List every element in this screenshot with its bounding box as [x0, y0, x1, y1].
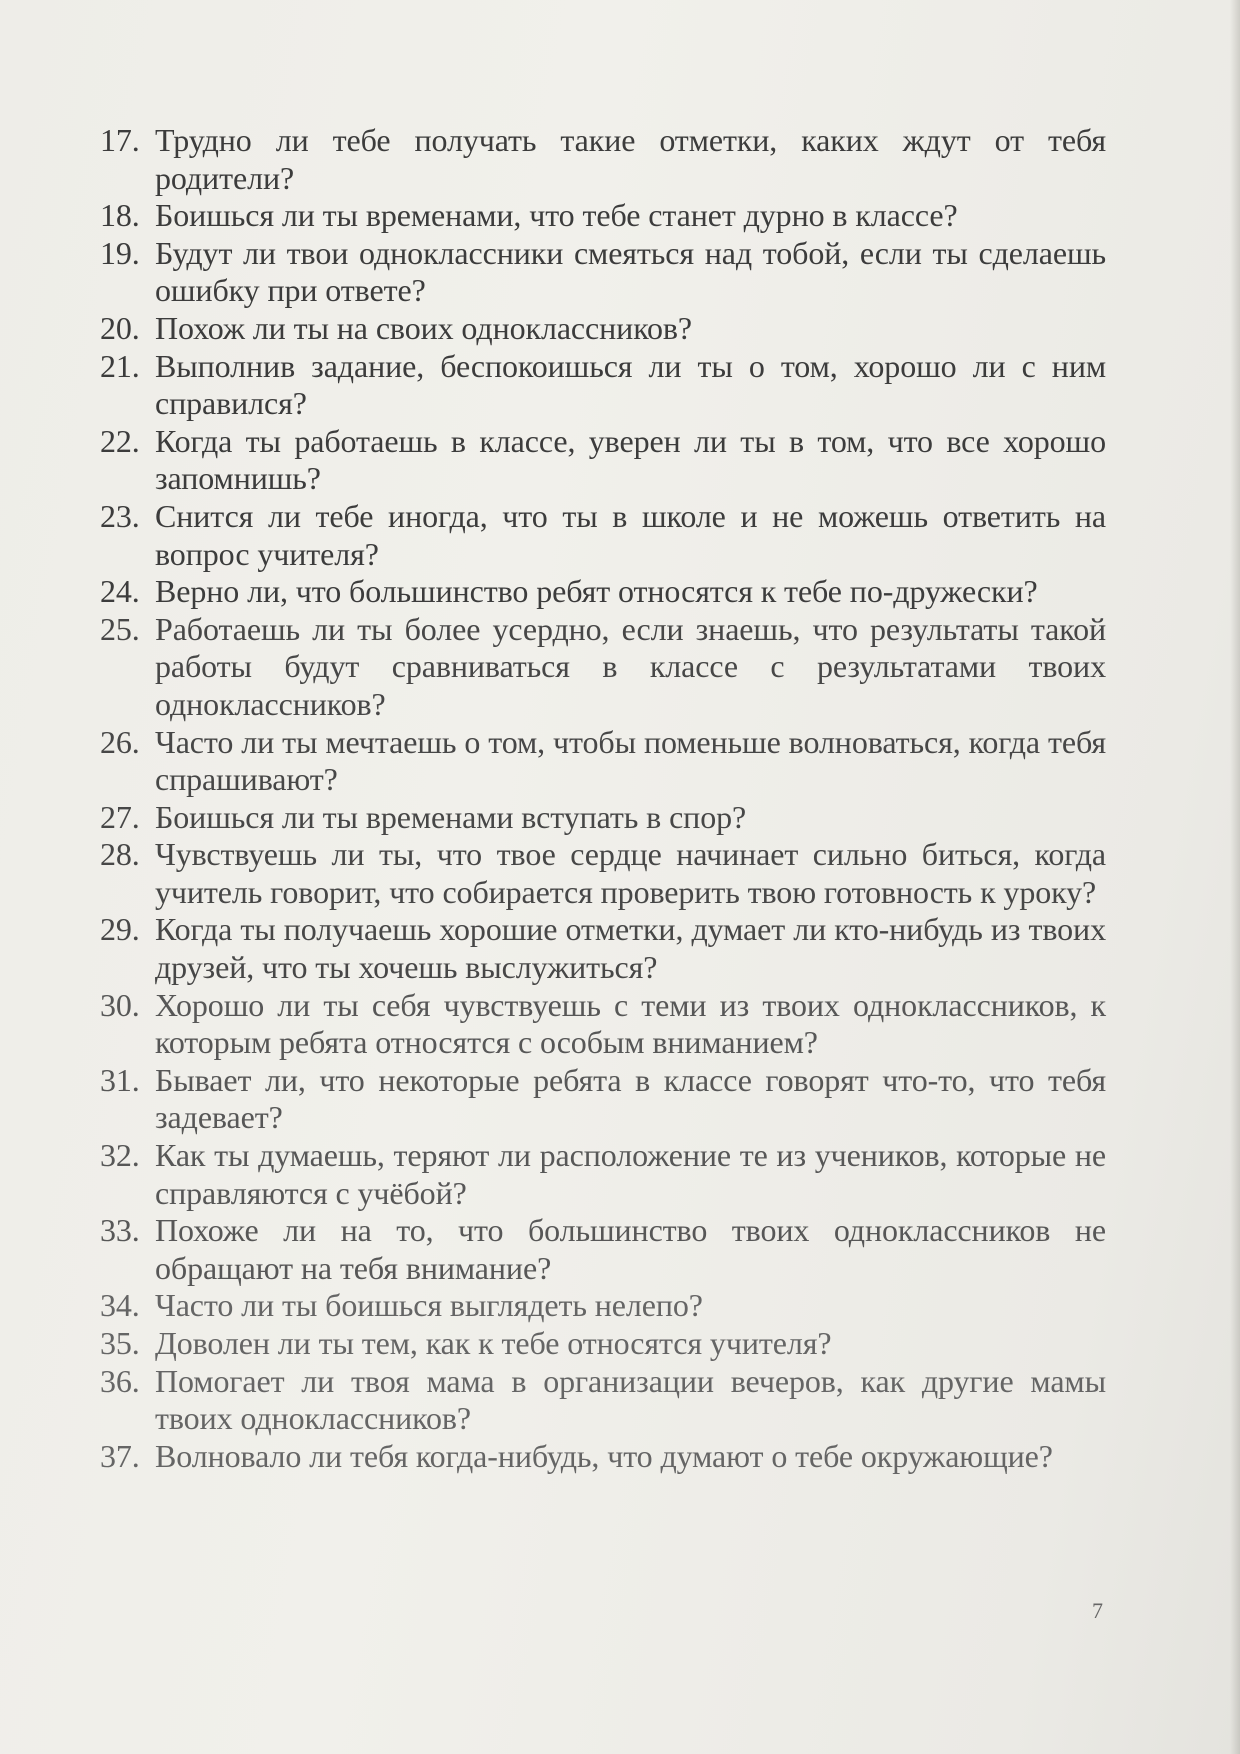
question-text: Как ты думаешь, теряют ли расположение те из учеников, которые не справляются с учёбой? [155, 1137, 1106, 1211]
question-item [100, 348, 1106, 423]
question-item [100, 1438, 1106, 1476]
question-number: 31. [100, 1061, 140, 1098]
question-number: 36. [100, 1362, 140, 1399]
question-item [100, 1325, 1106, 1363]
question-number: 22. [100, 422, 140, 459]
question-item [100, 911, 1106, 986]
question-text: Волновало ли тебя когда-нибудь, что думают о тебе окружающие? [155, 1437, 1053, 1474]
page-edge-shadow [1230, 0, 1240, 1754]
question-item [100, 836, 1106, 911]
question-number: 32. [100, 1137, 140, 1174]
question-item [100, 799, 1106, 837]
question-text: Бывает ли, что некоторые ребята в классе говорят что-то, что тебя задевает? [155, 1061, 1106, 1136]
question-number: 19. [100, 234, 140, 271]
question-number: 33. [100, 1212, 140, 1249]
question-text: Снится ли тебе иногда, что ты в школе и не можешь ответить на вопрос учителя? [155, 497, 1106, 572]
question-text: Трудно ли тебе получать такие отметки, каких ждут от тебя родители? [155, 122, 1106, 196]
question-item [100, 987, 1106, 1062]
question-text: Похож ли ты на своих одноклассников? [155, 309, 693, 346]
question-number: 20. [100, 309, 140, 346]
question-number: 29. [100, 911, 140, 948]
question-number: 28. [100, 836, 140, 873]
question-item [100, 1137, 1106, 1212]
question-number: 27. [100, 798, 140, 835]
question-item [100, 197, 1106, 235]
question-text: Боишься ли ты временами, что тебе станет дурно в классе? [155, 197, 958, 234]
question-number: 35. [100, 1325, 140, 1361]
question-number: 21. [100, 347, 140, 384]
question-number: 18. [100, 197, 140, 234]
question-text: Работаешь ли ты более усердно, если знаешь, что результаты такой работы будут сравниваться в классе с результатами твоих одноклассников? [155, 610, 1106, 722]
question-text: Хорошо ли ты себя чувствуешь с теми из твоих одноклассников, к которым ребята относятся с особым вниманием? [155, 986, 1106, 1061]
question-number: 26. [100, 723, 140, 760]
question-item [100, 573, 1106, 611]
question-text: Чувствуешь ли ты, что твое сердце начинает сильно биться, когда учитель говорит, что собирается проверить твою готовность к уроку? [155, 836, 1106, 910]
question-item [100, 122, 1106, 197]
question-item [100, 1212, 1106, 1287]
question-item [100, 235, 1106, 310]
question-text: Доволен ли ты тем, как к тебе относятся учителя? [155, 1325, 832, 1361]
question-text: Верно ли, что большинство ребят относятся к тебе по-дружески? [155, 573, 1038, 610]
question-text: Часто ли ты боишься выглядеть нелепо? [155, 1287, 703, 1324]
question-text: Будут ли твои одноклассники смеяться над тобой, если ты сделаешь ошибку при ответе? [155, 234, 1106, 309]
question-item [100, 1363, 1106, 1438]
question-number: 24. [100, 573, 140, 610]
question-item [100, 611, 1106, 724]
question-number: 37. [100, 1437, 140, 1474]
question-number: 23. [100, 497, 140, 534]
question-item [100, 498, 1106, 573]
question-number: 17. [100, 122, 140, 158]
question-text: Когда ты работаешь в классе, уверен ли ты в том, что все хорошо запомнишь? [155, 422, 1106, 497]
question-item [100, 310, 1106, 348]
page-number: 7 [1092, 1598, 1103, 1623]
question-text: Выполнив задание, беспокоишься ли ты о том, хорошо ли с ним справился? [155, 347, 1106, 422]
question-list [100, 122, 1106, 1475]
question-number: 25. [100, 610, 140, 647]
question-text: Помогает ли твоя мама в организации вечеров, как другие мамы твоих одноклассников? [155, 1362, 1106, 1437]
question-text: Боишься ли ты временами вступать в спор? [155, 798, 747, 835]
question-number: 30. [100, 986, 140, 1023]
question-item [100, 1287, 1106, 1325]
question-text: Часто ли ты мечтаешь о том, чтобы поменьше волноваться, когда тебя спрашивают? [155, 723, 1106, 798]
question-item [100, 423, 1106, 498]
question-number: 34. [100, 1287, 140, 1324]
question-text: Похоже ли на то, что большинство твоих одноклассников не обращают на тебя внимание? [155, 1212, 1106, 1286]
question-text: Когда ты получаешь хорошие отметки, думает ли кто-нибудь из твоих друзей, что ты хочешь выслужиться? [155, 911, 1106, 986]
question-item [100, 724, 1106, 799]
question-item [100, 1062, 1106, 1137]
